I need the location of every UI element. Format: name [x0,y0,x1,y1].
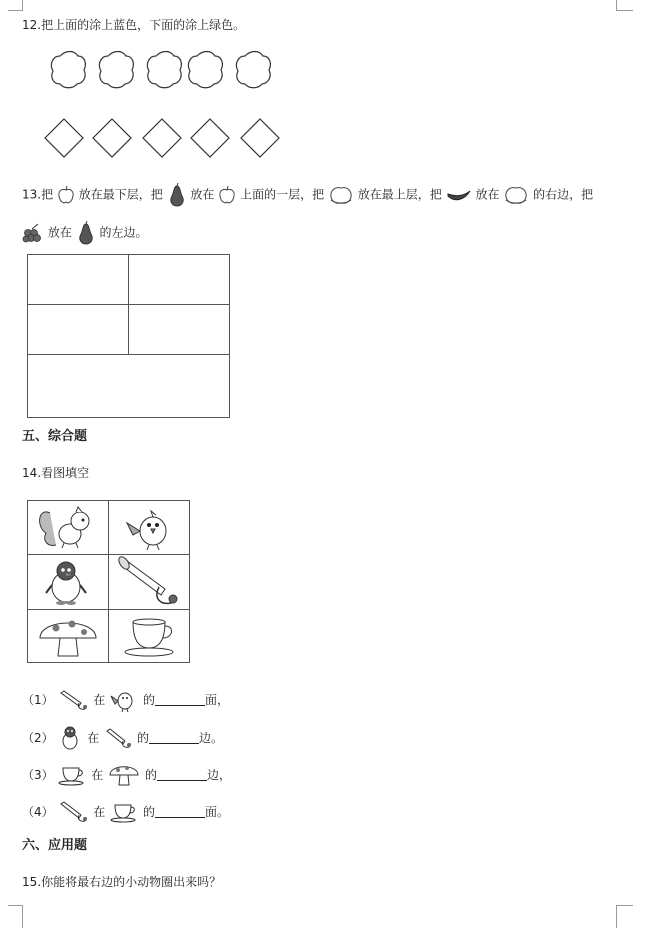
item-text-b: 的 [144,768,157,782]
grid-cell-bird [108,500,190,555]
cloud-icon [99,52,133,88]
cloud-icon [236,52,270,88]
item-text-c: 面， [204,693,229,707]
answer-blank[interactable] [155,807,205,818]
banana-icon [446,187,472,203]
item-text-a: 在 [91,768,104,782]
item-text-b: 的 [142,805,155,819]
shelf-cell-middle-right[interactable] [128,304,230,355]
grid-cell-mushroom [27,609,109,663]
trumpet-icon [57,800,89,824]
apple-icon [218,185,236,205]
q12-figure [40,48,280,168]
item-text-c: 面。 [204,805,229,819]
cup-icon [109,610,189,662]
shelf-cell-top-right[interactable] [128,254,230,305]
penguin-icon [28,555,108,609]
q14-item-3 [22,762,231,788]
grid-cell-cup [108,609,190,663]
answer-blank[interactable] [149,733,199,744]
trumpet-icon [109,555,189,609]
q14-items [22,682,342,832]
q14-item-1 [22,686,229,714]
q13-text-6: 放在 [475,187,500,202]
diamond-icon [191,119,229,157]
q13-text-4: 上面的一层，把 [240,187,325,202]
corner-mark-bottom-left [8,905,23,928]
answer-blank[interactable] [157,770,207,781]
corner-mark-top-left [8,0,23,11]
corner-mark-top-right [616,0,633,11]
item-text-a: 在 [93,805,106,819]
q13-line1 [22,183,593,207]
diamond-shapes [45,119,279,157]
q15-text: 15.你能将最右边的小动物圈出来吗？ [22,875,222,889]
mushroom-icon [28,610,108,662]
q14-item-4 [22,800,229,824]
section-5-title: 五、综合题 [22,429,88,444]
cloud-shapes [51,52,270,88]
corner-mark-bottom-right [616,905,633,928]
squirrel-icon [28,501,108,554]
cloud-icon [188,52,222,88]
q14-picture-grid [27,500,190,663]
diamond-icon [241,119,279,157]
q13-text-3: 放在 [190,187,215,202]
grid-cell-squirrel [27,500,109,555]
trumpet-icon [57,689,89,711]
item-text-b: 的 [136,731,149,745]
item-text-a: 在 [93,693,106,707]
q13-shelf-grid [27,254,230,418]
item-text-a: 在 [87,731,100,745]
shelf-cell-top-left[interactable] [27,254,129,305]
section-6-title: 六、应用题 [22,838,88,853]
diamond-icon [93,119,131,157]
item-number: （3） [22,768,54,782]
apple-icon [57,185,75,205]
q13-text-9: 的左边。 [99,225,148,240]
item-number: （2） [22,731,54,745]
trumpet-icon [103,727,133,749]
grapes-icon [22,223,44,243]
q13-text-5: 放在最上层，把 [357,187,442,202]
bird-icon [109,501,189,554]
q13-text-7: 的右边，把 [533,187,594,202]
pear-icon [167,183,187,207]
q14-title: 14.看图填空 [22,466,90,480]
diamond-icon [45,119,83,157]
grid-cell-trumpet [108,554,190,610]
item-number: （4） [22,805,54,819]
pear-icon [76,221,96,245]
shelf-cell-bottom[interactable] [27,354,230,418]
bird-icon [109,686,139,714]
q13-text-8: 放在 [47,225,72,240]
cup-icon [109,800,139,824]
mushroom-icon [107,762,141,788]
q12-text: 12.把上面的涂上蓝色，下面的涂上绿色。 [22,18,246,32]
q14-item-2 [22,724,223,752]
q13-text-2: 放在最下层，把 [78,187,163,202]
q13-text-1: 13.把 [22,187,54,202]
item-text-b: 的 [142,693,155,707]
cloud-icon [147,52,181,88]
shelf-cell-middle-left[interactable] [27,304,129,355]
q13-line2 [22,221,148,245]
peach-icon [328,184,354,206]
item-text-c: 边， [206,768,231,782]
item-text-c: 边。 [198,731,223,745]
grid-cell-penguin [27,554,109,610]
cup-icon [57,763,87,787]
answer-blank[interactable] [155,695,205,706]
diamond-icon [143,119,181,157]
item-number: （1） [22,693,54,707]
peach-icon [503,184,529,206]
penguin-icon [57,724,83,752]
cloud-icon [51,52,85,88]
